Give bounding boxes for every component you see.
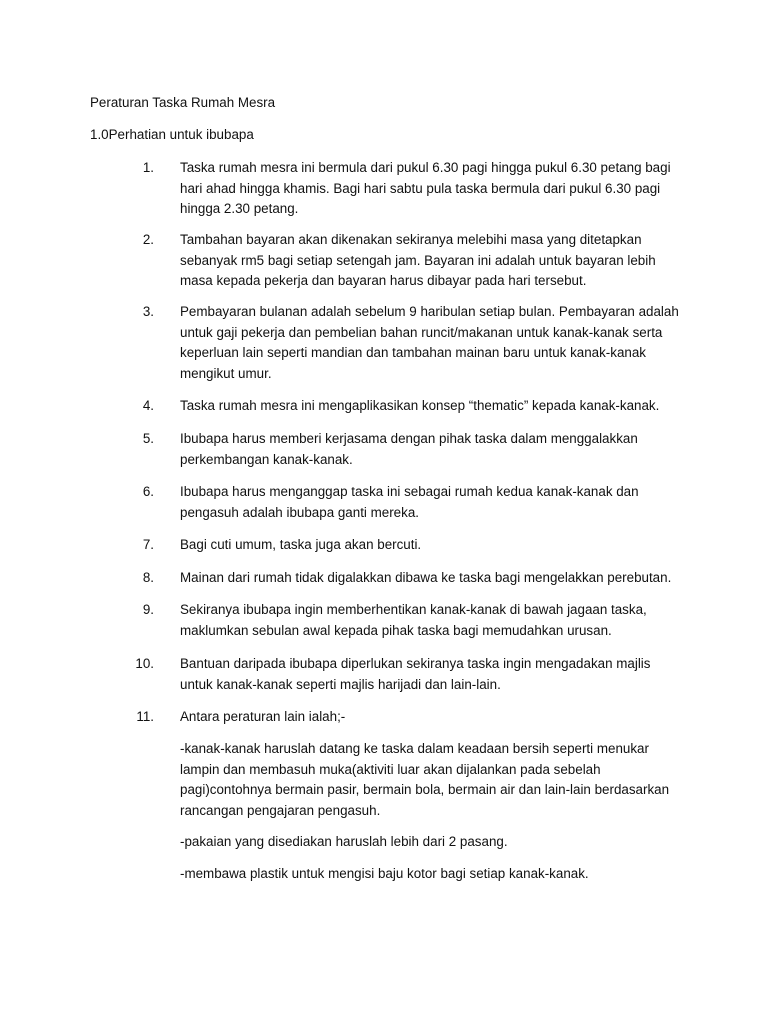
document-title: Peraturan Taska Rumah Mesra <box>90 95 276 110</box>
rule-number: 2. <box>142 232 154 247</box>
sub-rule: -kanak-kanak haruslah datang ke taska dalam keadaan bersih seperti menukar lampin dan membasuh muka(aktiviti luar akan dijalankan pada sebelah pagi)contohnya bermain pasir, bermain bola, bermain air dan lain-lain berdasarkan rancangan pengajaran pengasuh. <box>180 741 670 818</box>
rule-number: 10. <box>135 656 154 671</box>
rule-text: Sekiranya ibubapa ingin memberhentikan kanak-kanak di bawah jagaan taska, maklumkan sebulan awal kepada pihak taska bagi memudahkan urusan. <box>180 602 647 638</box>
rule-text: Pembayaran bulanan adalah sebelum 9 haribulan setiap bulan. Pembayaran adalah untuk gaji pekerja dan pembelian bahan runcit/makanan untuk kanak-kanak serta keperluan lain seperti mandian dan tambahan mainan baru untuk kanak-kanak mengikut umur. <box>180 304 679 381</box>
rule-number: 5. <box>142 431 154 446</box>
rule-text: Taska rumah mesra ini mengaplikasikan konsep “thematic” kepada kanak-kanak. <box>180 398 660 413</box>
rule-number: 8. <box>142 570 154 585</box>
rule-number: 11. <box>136 709 154 724</box>
rule-number: 3. <box>142 304 154 319</box>
rule-text: Mainan dari rumah tidak digalakkan dibawa ke taska bagi mengelakkan perebutan. <box>180 570 672 585</box>
rule-text: Ibubapa harus memberi kerjasama dengan pihak taska dalam menggalakkan perkembangan kanak-kanak. <box>180 431 638 467</box>
rule-text: Antara peraturan lain ialah;- <box>180 709 346 724</box>
rule-text: Bagi cuti umum, taska juga akan bercuti. <box>180 537 422 552</box>
rule-number: 4. <box>142 398 154 413</box>
rule-text: Bantuan daripada ibubapa diperlukan sekiranya taska ingin mengadakan majlis untuk kanak-kanak seperti majlis harijadi dan lain-lain. <box>180 656 651 692</box>
sub-rule: -membawa plastik untuk mengisi baju kotor bagi setiap kanak-kanak. <box>180 866 589 881</box>
rule-text: Tambahan bayaran akan dikenakan sekiranya melebihi masa yang ditetapkan sebanyak rm5 bagi setiap setengah jam. Bayaran ini adalah untuk bayaran lebih masa kepada pekerja dan bayaran harus dibayar pada hari tersebut. <box>180 232 656 288</box>
rule-number: 9. <box>142 602 154 617</box>
rule-number: 7. <box>142 537 154 552</box>
rule-text: Ibubapa harus menganggap taska ini sebagai rumah kedua kanak-kanak dan pengasuh adalah ibubapa ganti mereka. <box>180 484 639 520</box>
rule-number: 6. <box>142 484 154 499</box>
rule-text: Taska rumah mesra ini bermula dari pukul 6.30 pagi hingga pukul 6.30 petang bagi hari ahad hingga khamis. Bagi hari sabtu pula taska bermula dari pukul 6.30 pagi hingga 2.30 petang. <box>180 160 671 216</box>
rule-number: 1. <box>142 160 154 175</box>
sub-rule: -pakaian yang disediakan haruslah lebih dari 2 pasang. <box>180 834 508 849</box>
section-heading: 1.0Perhatian untuk ibubapa <box>90 127 254 142</box>
